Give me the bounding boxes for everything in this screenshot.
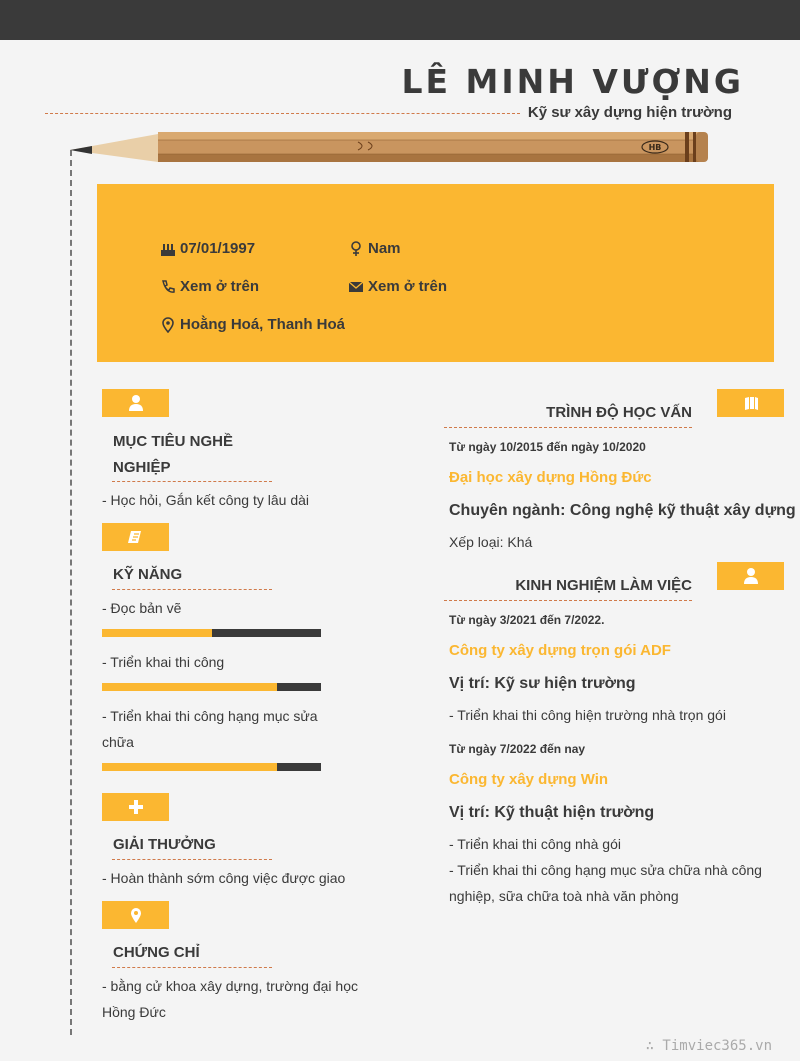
female-icon: [348, 241, 364, 257]
job-position: Vị trí: Kỹ sư hiện trường: [449, 675, 636, 692]
skill-label: [102, 703, 318, 755]
skill-bar-fill: [102, 629, 212, 637]
job-description-line: - Triển khai thi công hạng mục sửa chữa nhà công: [449, 862, 762, 878]
skill-bar: [102, 629, 321, 637]
education-title: TRÌNH ĐỘ HỌC VẤN: [546, 404, 692, 421]
skill-bar-fill: [102, 683, 277, 691]
education-underline: [444, 427, 692, 428]
skill-label: - Triển khai thi công: [102, 654, 225, 670]
certificates-line2: Hồng Đức: [102, 1004, 166, 1020]
certificates-title: CHỨNG CHỈ: [113, 944, 200, 961]
vertical-divider: [70, 150, 72, 1035]
cake-icon: [160, 241, 176, 257]
birthday-text: 07/01/1997: [180, 240, 256, 257]
plus-icon: [127, 798, 145, 816]
address-text: Hoằng Hoá, Thanh Hoá: [180, 316, 345, 333]
objective-underline: [112, 481, 272, 482]
address-item: [160, 316, 345, 333]
job-date: Từ ngày 3/2021 đến 7/2022.: [449, 613, 605, 627]
user-icon: [742, 567, 760, 585]
awards-text: - Hoàn thành sớm công việc được giao: [102, 870, 346, 886]
svg-text:HB: HB: [648, 143, 662, 152]
skill-label-line1: - Triển khai thi công hạng mục sửa: [102, 708, 318, 724]
skill-bar: [102, 683, 321, 691]
experience-underline: [444, 600, 692, 601]
job-description: - Triển khai thi công nhà gói: [449, 836, 621, 852]
education-school: Đại học xây dựng Hồng Đức: [449, 469, 652, 486]
user-icon: [127, 394, 145, 412]
skill-label: - Đọc bản vẽ: [102, 600, 182, 616]
skills-underline: [112, 589, 272, 590]
certificates-line1: - bằng cử khoa xây dựng, trường đại học: [102, 978, 358, 994]
job-description-line: nghiệp, sữa chữa toà nhà văn phòng: [449, 888, 679, 904]
objective-badge: [102, 389, 169, 417]
gender-text: Nam: [368, 240, 401, 257]
phone-item: [160, 278, 259, 295]
job-company: Công ty xây dựng trọn gói ADF: [449, 642, 671, 659]
job-date: Từ ngày 7/2022 đến nay: [449, 742, 586, 756]
book-icon: [742, 394, 760, 412]
envelope-icon: [348, 279, 364, 295]
skill-bar-fill: [102, 763, 277, 771]
objective-title-line2: NGHIỆP: [113, 459, 171, 476]
email-text: Xem ở trên: [368, 278, 448, 295]
objective-text: - Học hỏi, Gắn kết công ty lâu dài: [102, 492, 309, 508]
email-item: [348, 278, 447, 295]
phone-icon: [160, 279, 176, 295]
skills-badge: [102, 523, 169, 551]
experience-badge: [717, 562, 784, 590]
map-marker-icon: [160, 317, 176, 333]
location-icon: [127, 906, 145, 924]
job-company: Công ty xây dựng Win: [449, 771, 609, 788]
personal-info-box: [97, 184, 774, 362]
education-major: Chuyên ngành: Công nghệ kỹ thuật xây dựng: [449, 502, 796, 519]
header-divider: [45, 113, 520, 114]
skill-label-line2: chữa: [102, 734, 134, 750]
pencil-illustration: [68, 128, 714, 166]
gender-item: [348, 240, 401, 257]
job-description: - Triển khai thi công hiện trường nhà trọn gói: [449, 707, 726, 723]
education-badge: [717, 389, 784, 417]
certificates-text: [102, 973, 358, 1025]
awards-underline: [112, 859, 272, 860]
candidate-role: Kỹ sư xây dựng hiện trường: [527, 104, 732, 121]
objective-title: [113, 429, 233, 481]
experience-title: KINH NGHIỆM LÀM VIỆC: [515, 577, 692, 594]
education-grade: Xếp loại: Khá: [449, 534, 533, 550]
phone-text: Xem ở trên: [180, 278, 260, 295]
top-bar: [0, 0, 800, 40]
awards-badge: [102, 793, 169, 821]
job-position: Vị trí: Kỹ thuật hiện trường: [449, 804, 655, 821]
certificates-underline: [112, 967, 272, 968]
candidate-name: LÊ MINH VƯỢNG: [401, 62, 744, 101]
education-date: Từ ngày 10/2015 đến ngày 10/2020: [449, 440, 646, 454]
certificates-badge: [102, 901, 169, 929]
awards-title: GIẢI THƯỞNG: [113, 836, 216, 853]
skills-title: KỸ NĂNG: [113, 566, 183, 583]
objective-title-line1: MỤC TIÊU NGHỀ: [113, 433, 233, 450]
watermark: ∴ Timviec365.vn: [645, 1038, 772, 1054]
skill-bar: [102, 763, 321, 771]
job-description: [449, 857, 762, 909]
birthday-item: [160, 240, 255, 257]
pencil-icon: [127, 528, 145, 546]
